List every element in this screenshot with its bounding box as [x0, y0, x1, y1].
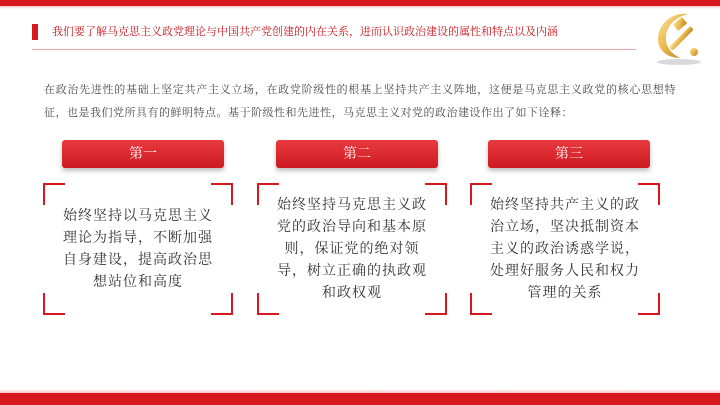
header-divider: [32, 49, 636, 50]
card-first: [43, 183, 233, 315]
tab-first: 第一: [62, 140, 224, 168]
tab-third: 第三: [488, 140, 650, 168]
party-emblem-icon: [648, 6, 710, 68]
card-second: [257, 183, 447, 315]
card-third: [470, 183, 660, 315]
intro-paragraph: 在政治先进性的基础上坚定共产主义立场，在政党阶级性的根基上坚持共产主义阵地，这便是马克思主义政党的核心思想特征，也是我们党所具有的鲜明特点。基于阶级性和先进性，马克思主义对党的政治建设作出了如下诠释：: [44, 83, 676, 119]
header-accent-marker: [32, 24, 38, 40]
card-text: 始终坚持以马克思主义理论为指导，不断加强自身建设，提高政治思想站位和高度: [63, 208, 213, 290]
bottom-red-bar: [0, 393, 720, 405]
tab-second: 第二: [276, 140, 438, 168]
card-text: 始终坚持共产主义的政治立场，坚决抵制资本主义的政治诱惑学说，处理好服务人民和权力管理的关系: [490, 197, 640, 301]
card-text: 始终坚持马克思主义政党的政治导向和基本原则，保证党的绝对领导，树立正确的执政观和政权观: [277, 197, 427, 301]
header-title: 我们要了解马克思主义政党理论与中国共产党创建的内在关系，进而认识政治建设的属性和特点以及内涵: [52, 25, 558, 38]
top-bar-shade: [0, 6, 720, 9]
